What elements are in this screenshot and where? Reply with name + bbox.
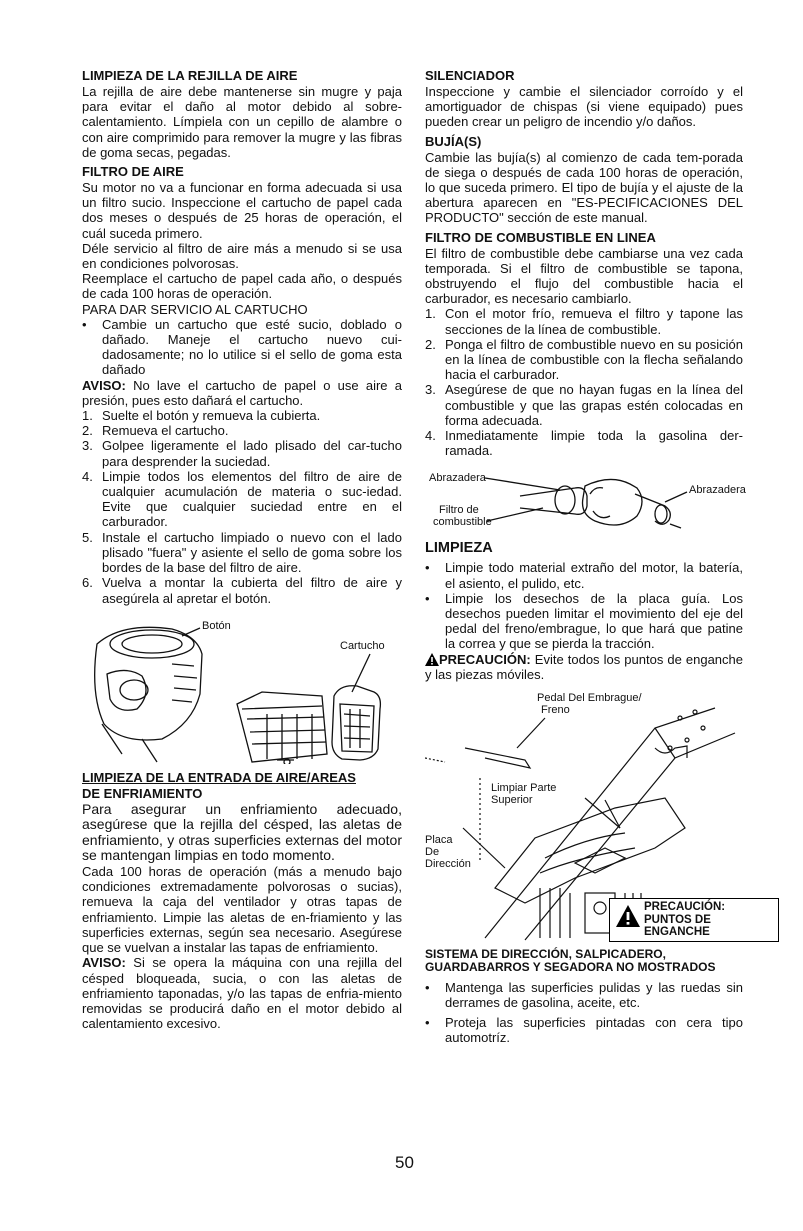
list-item: • Proteja las superficies pintadas con cera tipo automotríz. [425,1014,743,1045]
list-item: • Cambie un cartucho que esté sucio, doblado o dañado. Maneje el cartucho nuevo cui-dadosamente; no lo utilice si el sello de goma esta dañado [82,316,402,378]
list-item: 2. Ponga el filtro de combustible nuevo en su posición en la línea de combustible con la flecha señalando hacia el carburador. [425,336,743,383]
pedal-label-1: Pedal Del Embrague/ [537,692,642,705]
abrazadera-left-label: Abrazadera [429,472,486,485]
air-filter-drawing [82,614,402,764]
boton-label: Botón [202,619,231,632]
warning-triangle-icon [616,905,640,927]
cartridge-service-subtitle: PARA DAR SERVICIO AL CARTUCHO [82,301,308,317]
right-column [425,68,746,1045]
placa-label-1: Placa [425,834,453,847]
placa-label-2: De [425,846,440,859]
aviso2-paragraph: AVISO: Si se opera la máquina con una rejilla del césped bloqueada, sucia, o con las aletas de enfriamiento taponadas, y/o las tapas de enfria-miento removidas se producirá daño en el motor debido al calentamiento excesivo. [82,955,402,1032]
air-screen-body: La rejilla de aire debe mantenerse sin mugre y paja para evitar el daño al motor debido al sobre-calentamiento. Límpiela con un cepillo de alambre o con aire comprimido para remover la mugre y las fibras de goma secas, pegadas. [82,84,402,160]
limpiar-label-2: Superior [491,794,533,807]
section-title-air-filter: FILTRO DE AIRE [82,164,184,180]
section-title-air-screen: LIMPIEZA DE LA REJILLA DE AIRE [82,68,298,83]
section-title-cleaning: LIMPIEZA [425,540,493,557]
pedal-label-2: Freno [541,704,570,717]
pinch-point-warning: PRECAUCIÓN: PUNTOS DE ENGANCHE [609,898,779,942]
air-filter-illustration [82,614,402,764]
left-column [82,68,402,1031]
list-item: • Limpie todo material extraño del motor, la batería, el asiento, el pulido, etc. [425,560,743,591]
precaucion-label: PRECAUCIÓN: [439,651,531,667]
cooling-p1: Para asegurar un enfriamiento adecuado, asegúrese que la rejilla del césped, las aletas de enfriamiento, y otras superficies externas del motor se mantengan limpias en todo momento. [82,800,402,864]
list-item: 3. Asegúrese de que no hayan fugas en la línea del combustible y que las grapas estén colocadas en forma adecuada. [425,382,743,428]
list-item: • Mantenga las superficies pulidas y las ruedas sin derrames de gasolina, aceite, etc. [425,980,743,1011]
cartridge-bullet-list [82,317,402,378]
placa-label-3: Dirección [425,858,471,871]
fuel-filter-steps [425,306,743,458]
figure-caption: SISTEMA DE DIRECCIÓN, SALPICADERO, GUARDABARROS Y SEGADORA NO MOSTRADOS [425,947,716,975]
cleaning-bullets [425,560,743,651]
precaucion-paragraph: PRECAUCIÓN: Evite todos los puntos de enganche y las piezas móviles. [425,651,743,682]
filtro-label-1: Filtro de [439,504,479,517]
final-bullets [425,980,743,1045]
air-filter-p1: Su motor no va a funcionar en forma adecuada si usa un filtro sucio. Inspeccione el cartucho de papel cada dos meses o después de 25 horas de operación, el cuál suceda primero. [82,180,402,241]
page-number: 50 [395,1153,414,1172]
list-item: • Limpie los desechos de la placa guía. Los desechos pueden limitar el movimiento del eje del pedal del freno/embrague, lo que hará que patine la correa y que se pierda la tracción. [425,590,743,652]
muffler-body: Inspeccione y cambie el silenciador corroído y el amortiguador de chispas (si viene equipado) pues pueden crear un peligro de incendio y/o daños. [425,84,743,130]
fuel-filter-body: El filtro de combustible debe cambiarse una vez cada temporada. Si el filtro de combustible se tapona, obstruyendo el flujo del combustible hacia el carburador, es necesario cambiarlo. [425,245,743,307]
section-title-muffler: SILENCIADOR [425,68,515,83]
abrazadera-right-label: Abrazadera [689,484,746,497]
spark-plug-body: Cambie las bujía(s) al comienzo de cada tem-porada de siega o después de cada 100 horas de operación, lo que suceda primero. El tipo de bujía y el ajuste de la abertura aparecen en "ES-PECIFICACIONES DEL PRODUCTO" sección de este manual. [425,149,743,226]
warning-triangle-icon [425,653,439,666]
aviso-paragraph: AVISO: No lave el cartucho de papel o use aire a presión, pues esto dañará el cartucho. [82,377,402,408]
air-filter-p2: Déle servicio al filtro de aire más a menudo si se usa en condiciones polvorosas. [82,240,402,272]
list-item: 4. Limpie todos los elementos del filtro de aire de cualquier acumulación de materia o suc-iedad. Evite que cualquier suciedad entre en el carburador. [82,468,402,530]
section-title-fuel-filter: FILTRO DE COMBUSTIBLE EN LINEA [425,229,656,245]
air-filter-steps [82,408,402,606]
section-title-cooling: LIMPIEZA DE LA ENTRADA DE AIRE/AREAS DE ENFRIAMIENTO [82,769,356,801]
cooling-p2: Cada 100 horas de operación (más a menudo bajo condiciones extremadamente polvorosas o sucias), remueva la caja del ventilador y otras tapas de enfriamiento. Limpie las aletas de en-friamiento y las superficies externas, según sea necesario. Asegúrese que se vuelvan a instalar las tapas de enfriamiento. [82,864,402,956]
steering-plate-illustration [425,688,743,946]
list-item: 6. Vuelva a montar la cubierta del filtro de aire y asegúrela al apretar el botón. [82,575,402,606]
cartucho-label: Cartucho [340,639,385,652]
fuel-filter-illustration [425,466,746,534]
filtro-label-2: combustible [433,516,492,529]
list-item: 3. Golpee ligeramente el lado plisado del car-tucho para desprender la suciedad. [82,438,402,469]
list-item: 1. Con el motor frío, remueva el filtro y tapone las secciones de la línea de combustible. [425,306,743,337]
list-item: 2. Remueva el cartucho. [82,423,229,439]
aviso2-label: AVISO: [82,955,126,971]
aviso-label: AVISO: [82,377,126,393]
list-item: 1. Suelte el botón y remueva la cubierta. [82,408,321,424]
section-title-spark-plug: BUJÍA(S) [425,133,482,149]
list-item: 5. Instale el cartucho limpiado o nuevo con el lado plisado "fuera" y asiente el sello de goma sobre los bordes de la base del filtro de aire. [82,529,402,576]
air-filter-p3: Reemplace el cartucho de papel cada año, o después de cada 100 horas de operación. [82,271,402,302]
list-item: 4. Inmediatamente limpie toda la gasolina der-ramada. [425,428,743,459]
limpiar-label-1: Limpiar Parte [491,782,557,795]
